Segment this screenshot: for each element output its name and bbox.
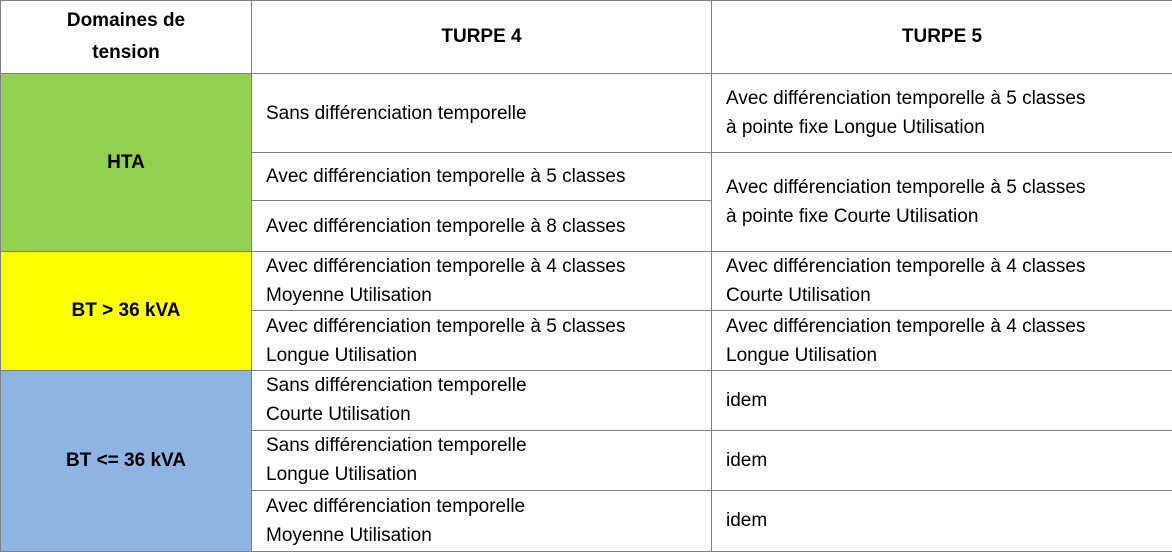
bt-high-turpe5-cell-1 bbox=[712, 252, 1172, 311]
cell-line: Longue Utilisation bbox=[266, 344, 418, 366]
table-row bbox=[1, 370, 1172, 430]
header-row bbox=[1, 1, 1172, 74]
header-turpe5: TURPE 5 bbox=[712, 1, 1172, 74]
table-row bbox=[1, 74, 1172, 153]
cell-line: Avec différenciation temporelle à 4 classes bbox=[726, 256, 1086, 278]
cell-line: Avec différenciation temporelle à 4 classes bbox=[726, 315, 1086, 337]
table-row bbox=[1, 252, 1172, 311]
header-domain-line-1: Domaines de bbox=[66, 10, 186, 31]
hta-turpe5-cell-1 bbox=[712, 74, 1172, 153]
bt-low-turpe5-cell-3 bbox=[712, 490, 1172, 551]
bt-high-turpe4-cell-1 bbox=[252, 252, 712, 311]
header-domain-line-2: tension bbox=[92, 42, 160, 63]
hta-turpe4-cell-1 bbox=[252, 74, 712, 153]
domain-bt-high: BT > 36 kVA bbox=[1, 252, 252, 370]
cell-line: Avec différenciation temporelle à 5 classes bbox=[266, 166, 626, 188]
cell-line: Sans différenciation temporelle bbox=[266, 102, 527, 124]
cell-line: Avec différenciation temporelle à 8 classes bbox=[266, 215, 626, 237]
cell-line: Longue Utilisation bbox=[266, 464, 418, 486]
cell-line: idem bbox=[726, 510, 768, 532]
cell-line: Longue Utilisation bbox=[726, 344, 878, 366]
cell-line: Sans différenciation temporelle bbox=[266, 435, 527, 457]
hta-turpe4-cell-2 bbox=[252, 153, 712, 201]
bt-low-turpe5-cell-1 bbox=[712, 370, 1172, 430]
cell-line: Avec différenciation temporelle à 5 classes bbox=[266, 315, 626, 337]
cell-line: Avec différenciation temporelle bbox=[266, 495, 526, 517]
header-domain bbox=[1, 1, 252, 74]
bt-high-turpe5-cell-2 bbox=[712, 311, 1172, 370]
cell-line: idem bbox=[726, 449, 768, 471]
domain-bt-low: BT <= 36 kVA bbox=[1, 370, 252, 551]
bt-low-turpe4-cell-3 bbox=[252, 490, 712, 551]
cell-line: idem bbox=[726, 389, 768, 411]
cell-line: Courte Utilisation bbox=[726, 285, 871, 307]
cell-line: Moyenne Utilisation bbox=[266, 285, 432, 307]
bt-low-turpe4-cell-1 bbox=[252, 370, 712, 430]
bt-low-turpe5-cell-2 bbox=[712, 430, 1172, 490]
hta-turpe4-cell-3 bbox=[252, 201, 712, 252]
cell-line: Avec différenciation temporelle à 5 classes bbox=[726, 88, 1086, 110]
hta-turpe5-cell-2 bbox=[712, 153, 1172, 252]
cell-line: à pointe fixe Longue Utilisation bbox=[726, 117, 985, 139]
cell-line: Avec différenciation temporelle à 4 classes bbox=[266, 256, 626, 278]
bt-high-turpe4-cell-2 bbox=[252, 311, 712, 370]
cell-line: Courte Utilisation bbox=[266, 404, 411, 426]
domain-hta: HTA bbox=[1, 74, 252, 252]
bt-low-turpe4-cell-2 bbox=[252, 430, 712, 490]
cell-line: Moyenne Utilisation bbox=[266, 524, 432, 546]
cell-line: Avec différenciation temporelle à 5 classes bbox=[726, 177, 1086, 199]
cell-line: à pointe fixe Courte Utilisation bbox=[726, 206, 979, 228]
cell-line: Sans différenciation temporelle bbox=[266, 375, 527, 397]
header-turpe4: TURPE 4 bbox=[252, 1, 712, 74]
